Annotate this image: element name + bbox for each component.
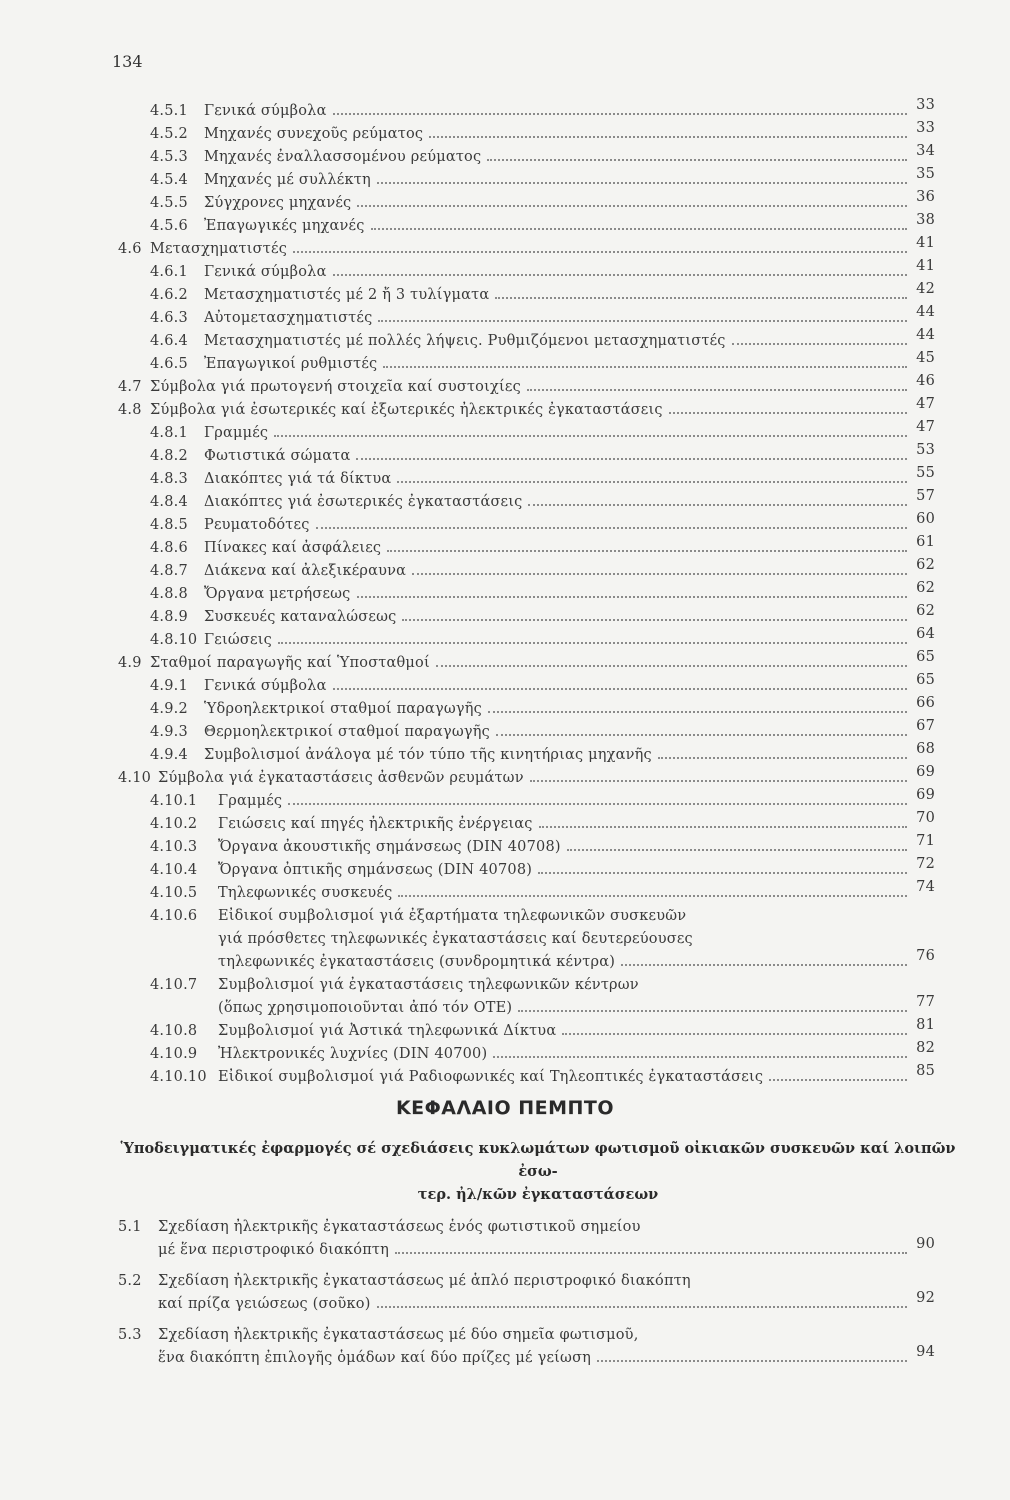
toc-entry-title: Σταθμοί παραγωγῆς καί Ὑποσταθμοί (150, 655, 430, 671)
toc-entry (118, 373, 935, 395)
toc-entry (150, 304, 935, 326)
toc-entry-page: 68 (916, 741, 935, 757)
toc-entry-title: Διακόπτες γιά τά δίκτυα (204, 471, 392, 487)
toc-entry (150, 120, 935, 142)
toc-entry-page: 74 (916, 879, 935, 895)
dot-leader (333, 687, 907, 690)
toc-entry-title: Ἐπαγωγικές μηχανές (204, 218, 365, 234)
toc-entry-title: Εἰδικοί συμβολισμοί γιά ἐξαρτήματα τηλεφωνικῶν συσκευῶν (218, 908, 687, 924)
toc-entry-page: 85 (916, 1063, 935, 1079)
toc-entry-page: 38 (916, 212, 935, 228)
toc-entry-number: 4.6.4 (150, 333, 188, 349)
chapter-entry-line (118, 1219, 641, 1235)
toc-entry-number: 4.10.6 (150, 908, 198, 924)
toc-entry-title: Θερμοηλεκτρικοί σταθμοί παραγωγῆς (204, 724, 490, 740)
toc-entry (150, 419, 935, 441)
toc-entry-page: 33 (916, 120, 935, 136)
dot-leader (387, 549, 907, 552)
toc-entry-continuation (218, 948, 935, 970)
toc-entry-title: Γραμμές (204, 425, 269, 441)
toc-entry-title: Διακόπτες γιά ἐσωτερικές ἐγκαταστάσεις (204, 494, 523, 510)
toc-entry-page: 69 (916, 764, 935, 780)
toc-entry-title: Συμβολισμοί γιά ἐγκαταστάσεις τηλεφωνικῶν κέντρων (218, 977, 639, 993)
toc-entry-page: 76 (916, 948, 935, 964)
toc-entry-page: 44 (916, 304, 935, 320)
toc-entry-number: 4.9.1 (150, 678, 188, 694)
toc-entry-page: 61 (916, 534, 935, 550)
dot-leader (412, 572, 907, 575)
toc-entry-title: Μετασχηματιστές (150, 241, 288, 257)
toc-entry-page: 34 (916, 143, 935, 159)
dot-leader (397, 480, 907, 483)
toc-entry-number: 4.8.5 (150, 517, 188, 533)
dot-leader (527, 388, 907, 391)
toc-entry-title: Σύμβολα γιά πρωτογενή στοιχεῖα καί συστοιχίες (150, 379, 521, 395)
toc-entry-title: Μετασχηματιστές μέ πολλές λήψεις. Ρυθμιζόμενοι μετασχηματιστές (204, 333, 726, 349)
toc-entry-number: 4.10.1 (150, 793, 198, 809)
toc-entry-number: 4.8.4 (150, 494, 188, 510)
toc-entry-title: Γειώσεις (204, 632, 272, 648)
toc-entry (150, 166, 935, 188)
toc-entry (150, 327, 935, 349)
toc-entry-number: 4.6.2 (150, 287, 188, 303)
toc-entry-page: 47 (916, 396, 935, 412)
toc-entry-page: 55 (916, 465, 935, 481)
toc-entry-number: 4.9.4 (150, 747, 188, 763)
toc-entry (150, 557, 935, 579)
toc-entry (150, 672, 935, 694)
toc-entry-title: Ἐπαγωγικοί ρυθμιστές (204, 356, 378, 372)
dot-leader (398, 894, 907, 897)
toc-entry-title: Φωτιστικά σώματα (204, 448, 351, 464)
chapter-entry-continuation (158, 1236, 935, 1258)
dot-leader (429, 135, 907, 138)
toc-entry-number: 4.9.3 (150, 724, 188, 740)
chapter-entry-page: 94 (916, 1344, 935, 1360)
toc-entry-number: 4.10.8 (150, 1023, 198, 1039)
toc-entry-number: 4.8.2 (150, 448, 188, 464)
toc-entry-page: 62 (916, 580, 935, 596)
toc-entry-page: 60 (916, 511, 935, 527)
dot-leader (293, 250, 907, 253)
chapter-entry-title-continued: μέ ἕνα περιστροφικό διακόπτη (158, 1242, 390, 1258)
toc-entry-number: 4.10.2 (150, 816, 198, 832)
toc-entry (150, 695, 935, 717)
chapter-subtitle (108, 1137, 968, 1206)
toc-entry-title: Συσκευές καταναλώσεως (204, 609, 397, 625)
dot-leader (669, 411, 907, 414)
toc-entry-page: 62 (916, 557, 935, 573)
toc-entry-page: 53 (916, 442, 935, 458)
toc-entry (118, 396, 935, 418)
toc-entry-number: 4.7 (118, 379, 142, 395)
dot-leader (316, 526, 907, 529)
toc-entry-title: Μετασχηματιστές μέ 2 ἤ 3 τυλίγματα (204, 287, 490, 303)
toc-entry-page: 65 (916, 649, 935, 665)
toc-entry-title: Γενικά σύμβολα (204, 678, 327, 694)
chapter-entry-title-continued: ἕνα διακόπτη ἐπιλογῆς ὁμάδων καί δύο πρίζες μέ γείωση (158, 1350, 592, 1366)
toc-entry-number: 4.8.7 (150, 563, 188, 579)
toc-entry-page: 33 (916, 97, 935, 113)
dot-leader (562, 1032, 907, 1035)
toc-entry (150, 511, 935, 533)
toc-entry-page: 46 (916, 373, 935, 389)
toc-entry (150, 281, 935, 303)
toc-entry-number: 4.10.10 (150, 1069, 207, 1085)
dot-leader (658, 756, 907, 759)
toc-entry (150, 465, 935, 487)
chapter-entry-title: Σχεδίαση ἠλεκτρικῆς ἐγκαταστάσεως μέ δύο σημεῖα φωτισμοῦ, (158, 1327, 639, 1343)
toc-entry (150, 212, 935, 234)
toc-entry (150, 1040, 935, 1062)
toc-entry-number: 4.8.8 (150, 586, 188, 602)
toc-entry-page: 62 (916, 603, 935, 619)
toc-entry-number: 4.10.3 (150, 839, 198, 855)
toc-entry-number: 4.9.2 (150, 701, 188, 717)
chapter-entry-line (118, 1273, 691, 1289)
dot-leader (518, 1009, 907, 1012)
toc-entry-page: 67 (916, 718, 935, 734)
chapter-entry-line (118, 1327, 639, 1343)
toc-entry (118, 764, 935, 786)
toc-entry (150, 833, 935, 855)
toc-entry (150, 442, 935, 464)
dot-leader (402, 618, 907, 621)
dot-leader (383, 365, 907, 368)
toc-entry-page: 82 (916, 1040, 935, 1056)
dot-leader (278, 641, 907, 644)
toc-entry (150, 1017, 935, 1039)
toc-entry-number: 4.8.6 (150, 540, 188, 556)
toc-entry-title: Γειώσεις καί πηγές ἠλεκτρικῆς ἐνέργειας (218, 816, 533, 832)
dot-leader (333, 112, 907, 115)
toc-entry-page: 42 (916, 281, 935, 297)
toc-entry-number: 4.10.4 (150, 862, 198, 878)
dot-leader (378, 319, 907, 322)
toc-entry-title-continued: τηλεφωνικές ἐγκαταστάσεις (συνδρομητικά κέντρα) (218, 954, 616, 970)
toc-entry (150, 488, 935, 510)
toc-entry-title: Ὄργανα μετρήσεως (204, 586, 351, 602)
dot-leader (769, 1078, 907, 1081)
toc-entry (150, 1063, 935, 1085)
toc-entry-page: 71 (916, 833, 935, 849)
dot-leader (732, 342, 907, 345)
toc-entry-number: 4.10.5 (150, 885, 198, 901)
toc-entry (150, 856, 935, 878)
chapter-heading: ΚΕΦΑΛΑΙΟ ΠΕΜΠΤΟ (395, 1097, 615, 1119)
dot-leader (495, 296, 907, 299)
toc-entry-number: 4.5.6 (150, 218, 188, 234)
toc-entry-page: 69 (916, 787, 935, 803)
toc-entry-number: 4.5.1 (150, 103, 188, 119)
toc-entry-page: 66 (916, 695, 935, 711)
toc-entry-title: Τηλεφωνικές συσκευές (218, 885, 393, 901)
toc-entry-number: 4.6 (118, 241, 142, 257)
toc-entry-title: Εἰδικοί συμβολισμοί γιά Ραδιοφωνικές καί Τηλεοπτικές ἐγκαταστάσεις (218, 1069, 764, 1085)
toc-entry (150, 534, 935, 556)
toc-entry-title: Σύμβολα γιά ἐσωτερικές καί ἐξωτερικές ἠλεκτρικές ἐγκαταστάσεις (150, 402, 663, 418)
toc-entry-title-continued: γιά πρόσθετες τηλεφωνικές ἐγκαταστάσεις καί δευτερεύουσες (218, 931, 693, 947)
toc-entry-continuation (218, 994, 935, 1016)
dot-leader (530, 779, 907, 782)
toc-entry (150, 258, 935, 280)
toc-entry-number: 4.5.2 (150, 126, 188, 142)
chapter-entry-continuation (158, 1290, 935, 1312)
chapter-entry-continuation (158, 1344, 935, 1366)
toc-entry-page: 81 (916, 1017, 935, 1033)
page-number: 134 (112, 52, 143, 71)
toc-entry-title: Σύγχρονες μηχανές (204, 195, 352, 211)
toc-entry-number: 4.6.5 (150, 356, 188, 372)
toc-entry (118, 649, 935, 671)
dot-leader (288, 802, 907, 805)
toc-entry (150, 580, 935, 602)
dot-leader (356, 457, 907, 460)
toc-entry-page: 35 (916, 166, 935, 182)
toc-entry (150, 879, 935, 901)
toc-entry-title: Μηχανές μέ συλλέκτη (204, 172, 371, 188)
toc-entry (150, 718, 935, 740)
toc-entry (150, 350, 935, 372)
toc-entry-title: Γενικά σύμβολα (204, 264, 327, 280)
dot-leader (371, 227, 907, 230)
toc-entry (150, 787, 935, 809)
toc-entry-title: Μηχανές συνεχοῦς ρεύματος (204, 126, 424, 142)
toc-entry-number: 4.8.10 (150, 632, 198, 648)
toc-entry-title: Συμβολισμοί γιά Ἀστικά τηλεφωνικά Δίκτυα (218, 1023, 557, 1039)
toc-entry (150, 603, 935, 625)
toc-entry-page: 77 (916, 994, 935, 1010)
toc-entry-number: 4.8.1 (150, 425, 188, 441)
toc-entry (150, 626, 935, 648)
dot-leader (493, 1055, 907, 1058)
toc-entry-number: 4.8 (118, 402, 142, 418)
toc-entry-page: 47 (916, 419, 935, 435)
toc-entry-page: 70 (916, 810, 935, 826)
toc-entry (150, 810, 935, 832)
toc-entry-number: 4.5.4 (150, 172, 188, 188)
toc-entry-page: 41 (916, 258, 935, 274)
toc-entry-page: 45 (916, 350, 935, 366)
dot-leader (377, 1305, 907, 1308)
dot-leader (528, 503, 907, 506)
toc-entry-page: 57 (916, 488, 935, 504)
dot-leader (395, 1251, 907, 1254)
dot-leader (621, 963, 907, 966)
toc-entry (150, 741, 935, 763)
dot-leader (357, 595, 907, 598)
dot-leader (377, 181, 907, 184)
dot-leader (487, 158, 907, 161)
toc-entry-number: 4.6.3 (150, 310, 188, 326)
toc-entry-title: Ρευματοδότες (204, 517, 310, 533)
toc-entry-page: 44 (916, 327, 935, 343)
toc-entry-page: 41 (916, 235, 935, 251)
toc-entry-title: Ὄργανα ὀπτικῆς σημάνσεως (DIN 40708) (218, 862, 533, 878)
chapter-entry-title-continued: καί πρίζα γειώσεως (σοῦκο) (158, 1296, 371, 1312)
toc-entry (118, 235, 935, 257)
toc-entry-title: Αὐτομετασχηματιστές (204, 310, 373, 326)
dot-leader (436, 664, 907, 667)
toc-entry-title-continued: (ὅπως χρησιμοποιοῦνται ἀπό τόν ΟΤΕ) (218, 1000, 513, 1016)
toc-entry-page: 72 (916, 856, 935, 872)
dot-leader (538, 871, 907, 874)
toc-entry-page: 36 (916, 189, 935, 205)
chapter-entry-page: 92 (916, 1290, 935, 1306)
toc-entry-title: Γενικά σύμβολα (204, 103, 327, 119)
toc-entry (150, 977, 935, 993)
dot-leader (274, 434, 907, 437)
toc-entry-title: Ἠλεκτρονικές λυχνίες (DIN 40700) (218, 1046, 488, 1062)
toc-entry-title: Σύμβολα γιά ἐγκαταστάσεις ἀσθενῶν ρευμάτων (158, 770, 524, 786)
toc-entry-number: 4.6.1 (150, 264, 188, 280)
chapter-subtitle-line-1: Ὑποδειγματικές ἐφαρμογές σέ σχεδιάσεις κυκλωμάτων φωτισμοῦ οἰκιακῶν συσκευῶν καί λοιπῶν ἐσω- (120, 1140, 956, 1180)
toc-entry (150, 143, 935, 165)
toc-entry-number: 4.8.3 (150, 471, 188, 487)
toc-entry-title: Ὑδροηλεκτρικοί σταθμοί παραγωγῆς (204, 701, 482, 717)
dot-leader (333, 273, 907, 276)
toc-entry-number: 4.8.9 (150, 609, 188, 625)
chapter-entry-title: Σχεδίαση ἠλεκτρικῆς ἐγκαταστάσεως ἑνός φωτιστικοῦ σημείου (158, 1219, 641, 1235)
toc-entry-title: Συμβολισμοί ἀνάλογα μέ τόν τύπο τῆς κινητήριας μηχανῆς (204, 747, 652, 763)
toc-entry-page: 65 (916, 672, 935, 688)
dot-leader (488, 710, 907, 713)
dot-leader (597, 1359, 907, 1362)
toc-entry-title: Διάκενα καί ἀλεξικέραυνα (204, 563, 407, 579)
dot-leader (496, 733, 907, 736)
toc-entry-page: 64 (916, 626, 935, 642)
toc-entry-title: Ὄργανα ἀκουστικῆς σημάνσεως (DIN 40708) (218, 839, 561, 855)
chapter-entry-number: 5.2 (118, 1273, 142, 1289)
chapter-entry-number: 5.1 (118, 1219, 142, 1235)
dot-leader (357, 204, 907, 207)
toc-entry (150, 189, 935, 211)
toc-entry-title: Πίνακες καί ἀσφάλειες (204, 540, 382, 556)
chapter-entry-page: 90 (916, 1236, 935, 1252)
toc-entry (150, 97, 935, 119)
chapter-subtitle-line-2: τερ. ἠλ/κῶν ἐγκαταστάσεων (417, 1186, 659, 1203)
toc-entry-number: 4.5.5 (150, 195, 188, 211)
toc-entry-number: 4.9 (118, 655, 142, 671)
toc-entry-title: Μηχανές ἐναλλασσομένου ρεύματος (204, 149, 482, 165)
toc-entry-number: 4.10.7 (150, 977, 198, 993)
toc-entry-number: 4.10 (118, 770, 152, 786)
chapter-entry-title: Σχεδίαση ἠλεκτρικῆς ἐγκαταστάσεως μέ ἁπλό περιστροφικό διακόπτη (158, 1273, 691, 1289)
toc-entry-number: 4.10.9 (150, 1046, 198, 1062)
dot-leader (539, 825, 907, 828)
dot-leader (567, 848, 907, 851)
toc-entry-number: 4.5.3 (150, 149, 188, 165)
chapter-entry-number: 5.3 (118, 1327, 142, 1343)
toc-entry (150, 908, 935, 924)
toc-entry-title: Γραμμές (218, 793, 283, 809)
